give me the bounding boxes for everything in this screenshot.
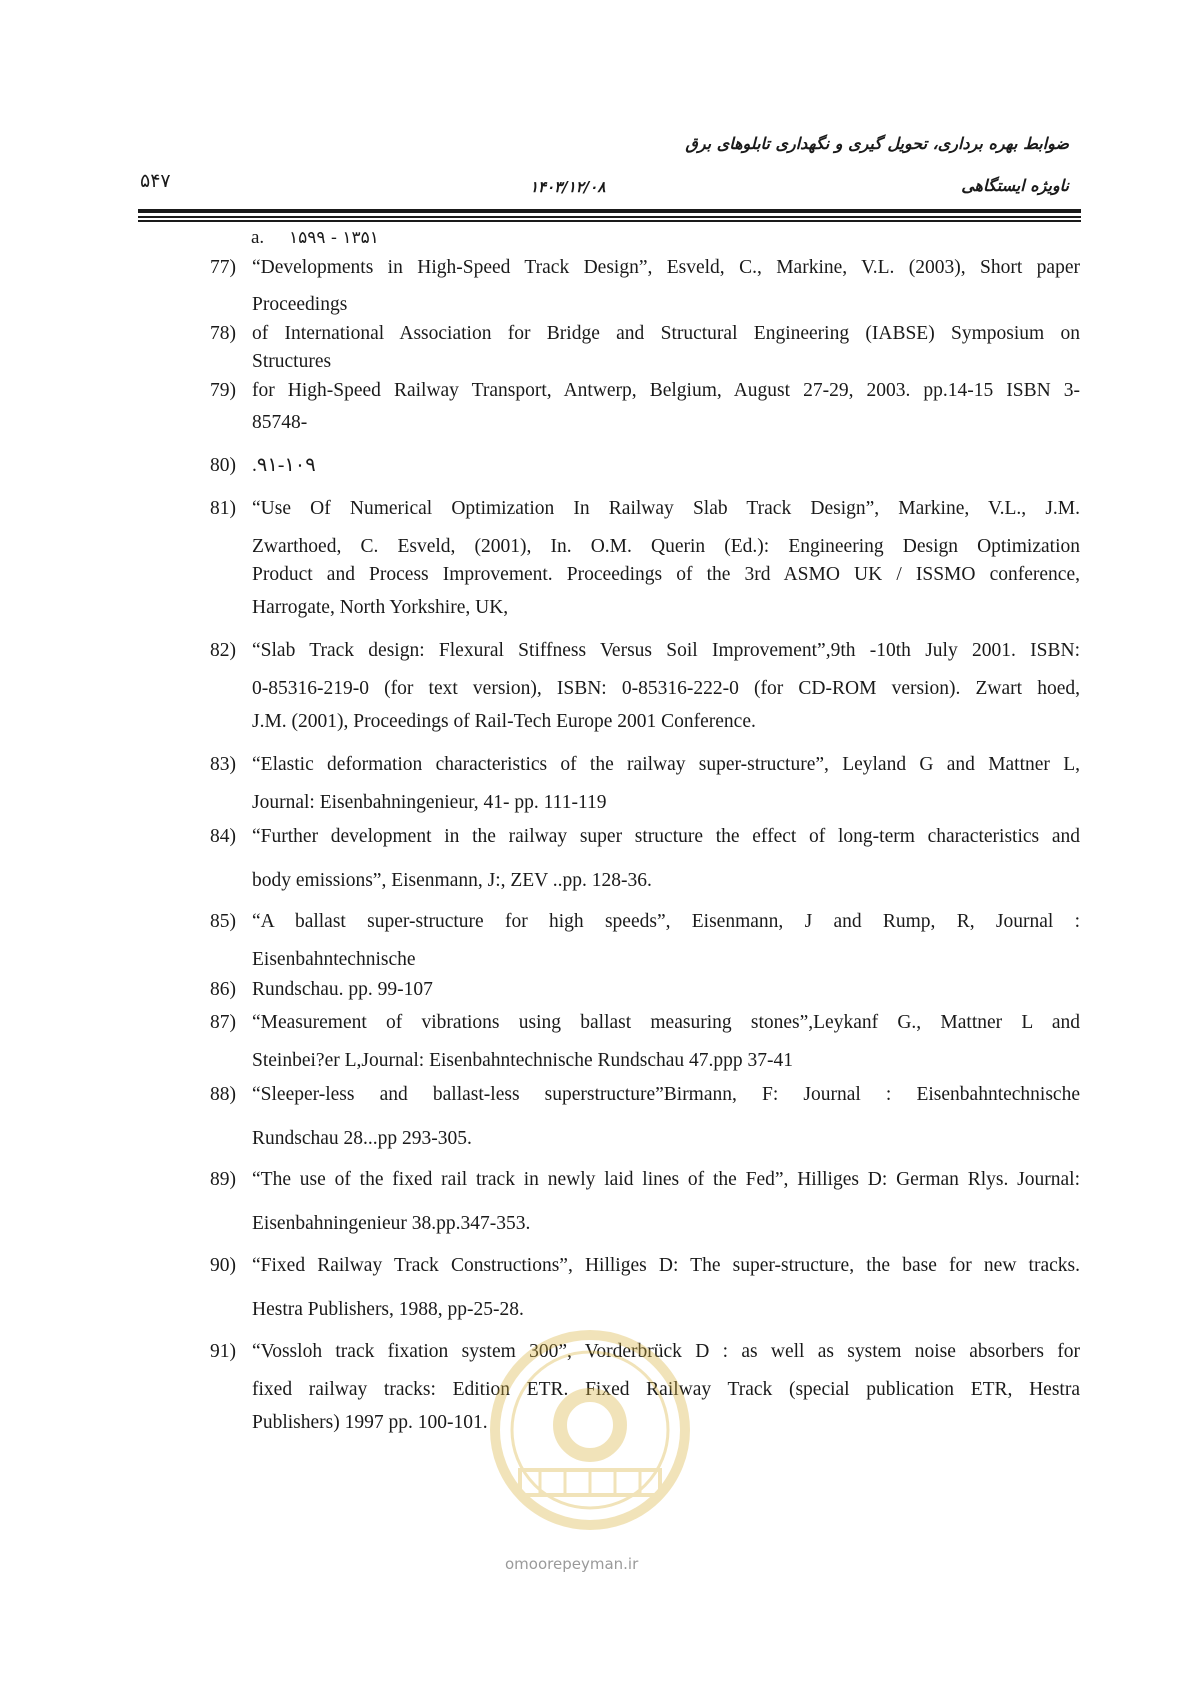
- document-title: ضوابط بهره برداری، تحویل گیری و نگهداری تابلوهای برق: [685, 134, 1069, 153]
- reference-number: 81): [210, 498, 236, 519]
- reference-line: .۹۱-۱۰۹: [252, 455, 316, 476]
- reference-line: of International Association for Bridge and Structural Engineering (IABSE) Symposium on: [252, 323, 1080, 344]
- reference-line: “The use of the fixed rail track in newly laid lines of the Fed”, Hilliges D: German Rlys. Journal:: [252, 1169, 1080, 1190]
- reference-number: 91): [210, 1341, 236, 1362]
- reference-line: Hestra Publishers, 1988, pp-25-28.: [252, 1299, 524, 1320]
- reference-line: Product and Process Improvement. Proceedings of the 3rd ASMO UK / ISSMO conference,: [252, 564, 1080, 585]
- reference-line: “Elastic deformation characteristics of the railway super-structure”, Leyland G and Mattner L,: [252, 754, 1080, 775]
- reference-line: “A ballast super-structure for high speeds”, Eisenmann, J and Rump, R, Journal :: [252, 911, 1080, 932]
- list-item-a: [251, 227, 379, 249]
- reference-line: Harrogate, North Yorkshire, UK,: [252, 597, 509, 618]
- reference-line: J.M. (2001), Proceedings of Rail-Tech Europe 2001 Conference.: [252, 711, 756, 732]
- reference-line: “Use Of Numerical Optimization In Railway Slab Track Design”, Markine, V.L., J.M.: [252, 498, 1080, 519]
- reference-number: 82): [210, 640, 236, 661]
- reference-number: 90): [210, 1255, 236, 1276]
- reference-number: 87): [210, 1012, 236, 1033]
- reference-line: “Vossloh track fixation system 300”, Vorderbrück D : as well as system noise absorbers for: [252, 1341, 1080, 1362]
- reference-number: 86): [210, 979, 236, 1000]
- reference-line: 0-85316-219-0 (for text version), ISBN: 0-85316-222-0 (for CD-ROM version). Zwart hoed,: [252, 678, 1080, 699]
- reference-line: “Further development in the railway super structure the effect of long-term characteristics and: [252, 826, 1080, 847]
- reference-line: Eisenbahningenieur 38.pp.347-353.: [252, 1213, 531, 1234]
- reference-number: 84): [210, 826, 236, 847]
- reference-line: “Fixed Railway Track Constructions”, Hilliges D: The super-structure, the base for new tracks.: [252, 1255, 1080, 1276]
- section-name: ناویژه ایستگاهی: [961, 176, 1069, 195]
- reference-line: Rundschau 28...pp 293-305.: [252, 1128, 472, 1149]
- list-item-a-label: a.: [251, 227, 265, 248]
- reference-line: Proceedings: [252, 294, 348, 315]
- reference-line: “Developments in High-Speed Track Design”, Esveld, C., Markine, V.L. (2003), Short paper: [252, 257, 1080, 278]
- reference-line: “Sleeper-less and ballast-less superstructure”Birmann, F: Journal : Eisenbahntechnische: [252, 1084, 1080, 1105]
- reference-line: Publishers) 1997 pp. 100-101.: [252, 1412, 488, 1433]
- header-rule-thin-2: [138, 220, 1081, 222]
- reference-line: Structures: [252, 351, 332, 372]
- reference-number: 79): [210, 380, 236, 401]
- reference-line: Rundschau. pp. 99-107: [252, 979, 433, 1000]
- page-header: [0, 0, 1191, 230]
- list-item-a-value: ۱۵۹۹ - ۱۳۵۱: [288, 228, 379, 248]
- reference-line: body emissions”, Eisenmann, J:, ZEV ..pp. 128-36.: [252, 870, 652, 891]
- reference-number: 83): [210, 754, 236, 775]
- reference-line: Steinbei?er L,Journal: Eisenbahntechnische Rundschau 47.ppp 37-41: [252, 1050, 793, 1071]
- reference-line: for High-Speed Railway Transport, Antwerp, Belgium, August 27-29, 2003. pp.14-15 ISBN 3-: [252, 380, 1080, 401]
- reference-number: 89): [210, 1169, 236, 1190]
- reference-number: 80): [210, 455, 236, 476]
- reference-number: 77): [210, 257, 236, 278]
- reference-line: Eisenbahntechnische: [252, 949, 416, 970]
- reference-number: 88): [210, 1084, 236, 1105]
- watermark-text: omoorepeyman.ir: [505, 1555, 639, 1573]
- reference-line: 85748-: [252, 412, 308, 433]
- reference-line: Zwarthoed, C. Esveld, (2001), In. O.M. Querin (Ed.): Engineering Design Optimization: [252, 536, 1080, 557]
- document-date: ۱۴۰۳/۱۲/۰۸: [530, 178, 606, 196]
- reference-line: fixed railway tracks: Edition ETR. Fixed Railway Track (special publication ETR, Hestra: [252, 1379, 1080, 1400]
- reference-number: 85): [210, 911, 236, 932]
- page-number: ۵۴۷: [140, 170, 171, 192]
- reference-line: “Measurement of vibrations using ballast measuring stones”,Leykanf G., Mattner L and: [252, 1012, 1080, 1033]
- header-rule-thin: [138, 216, 1081, 218]
- reference-line: Journal: Eisenbahningenieur, 41- pp. 111-119: [252, 792, 607, 813]
- header-rule-thick: [138, 209, 1081, 213]
- reference-line: “Slab Track design: Flexural Stiffness Versus Soil Improvement”,9th -10th July 2001. ISBN:: [252, 640, 1080, 661]
- reference-number: 78): [210, 323, 236, 344]
